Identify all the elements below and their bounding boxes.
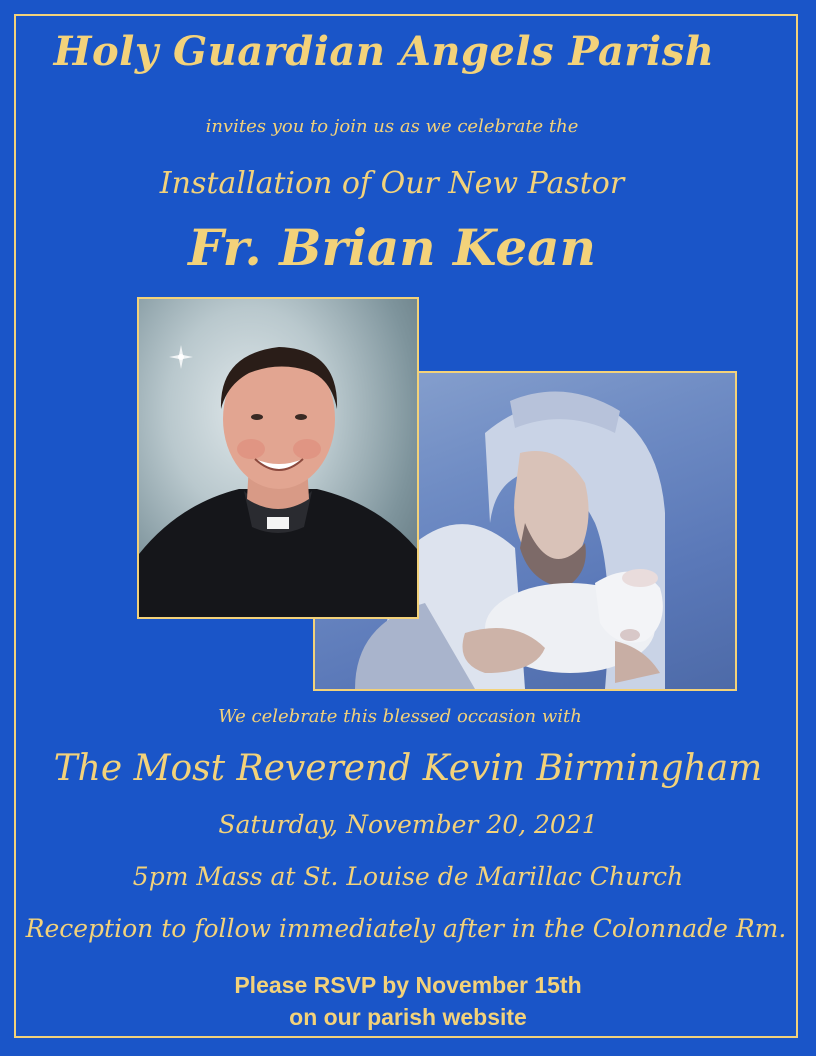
rsvp-line-2: on our parish website [289, 1004, 527, 1030]
celebrant-name: The Most Reverend Kevin Birmingham [53, 748, 763, 789]
invite-line: invites you to join us as we celebrate the [205, 116, 579, 137]
mass-details: 5pm Mass at St. Louise de Marillac Church [132, 862, 684, 891]
parish-name: Holy Guardian Angels Parish [53, 28, 715, 75]
celebrate-line: We celebrate this blessed occasion with [218, 706, 582, 727]
event-date: Saturday, November 20, 2021 [218, 810, 598, 839]
rsvp-line-1: Please RSVP by November 15th [234, 972, 582, 998]
event-title: Installation of Our New Pastor [159, 166, 625, 201]
priest-photo [137, 297, 419, 619]
pastor-name: Fr. Brian Kean [188, 218, 596, 277]
reception-details: Reception to follow immediately after in the Colonnade Rm. [25, 914, 787, 943]
priest-illustration [139, 299, 417, 617]
